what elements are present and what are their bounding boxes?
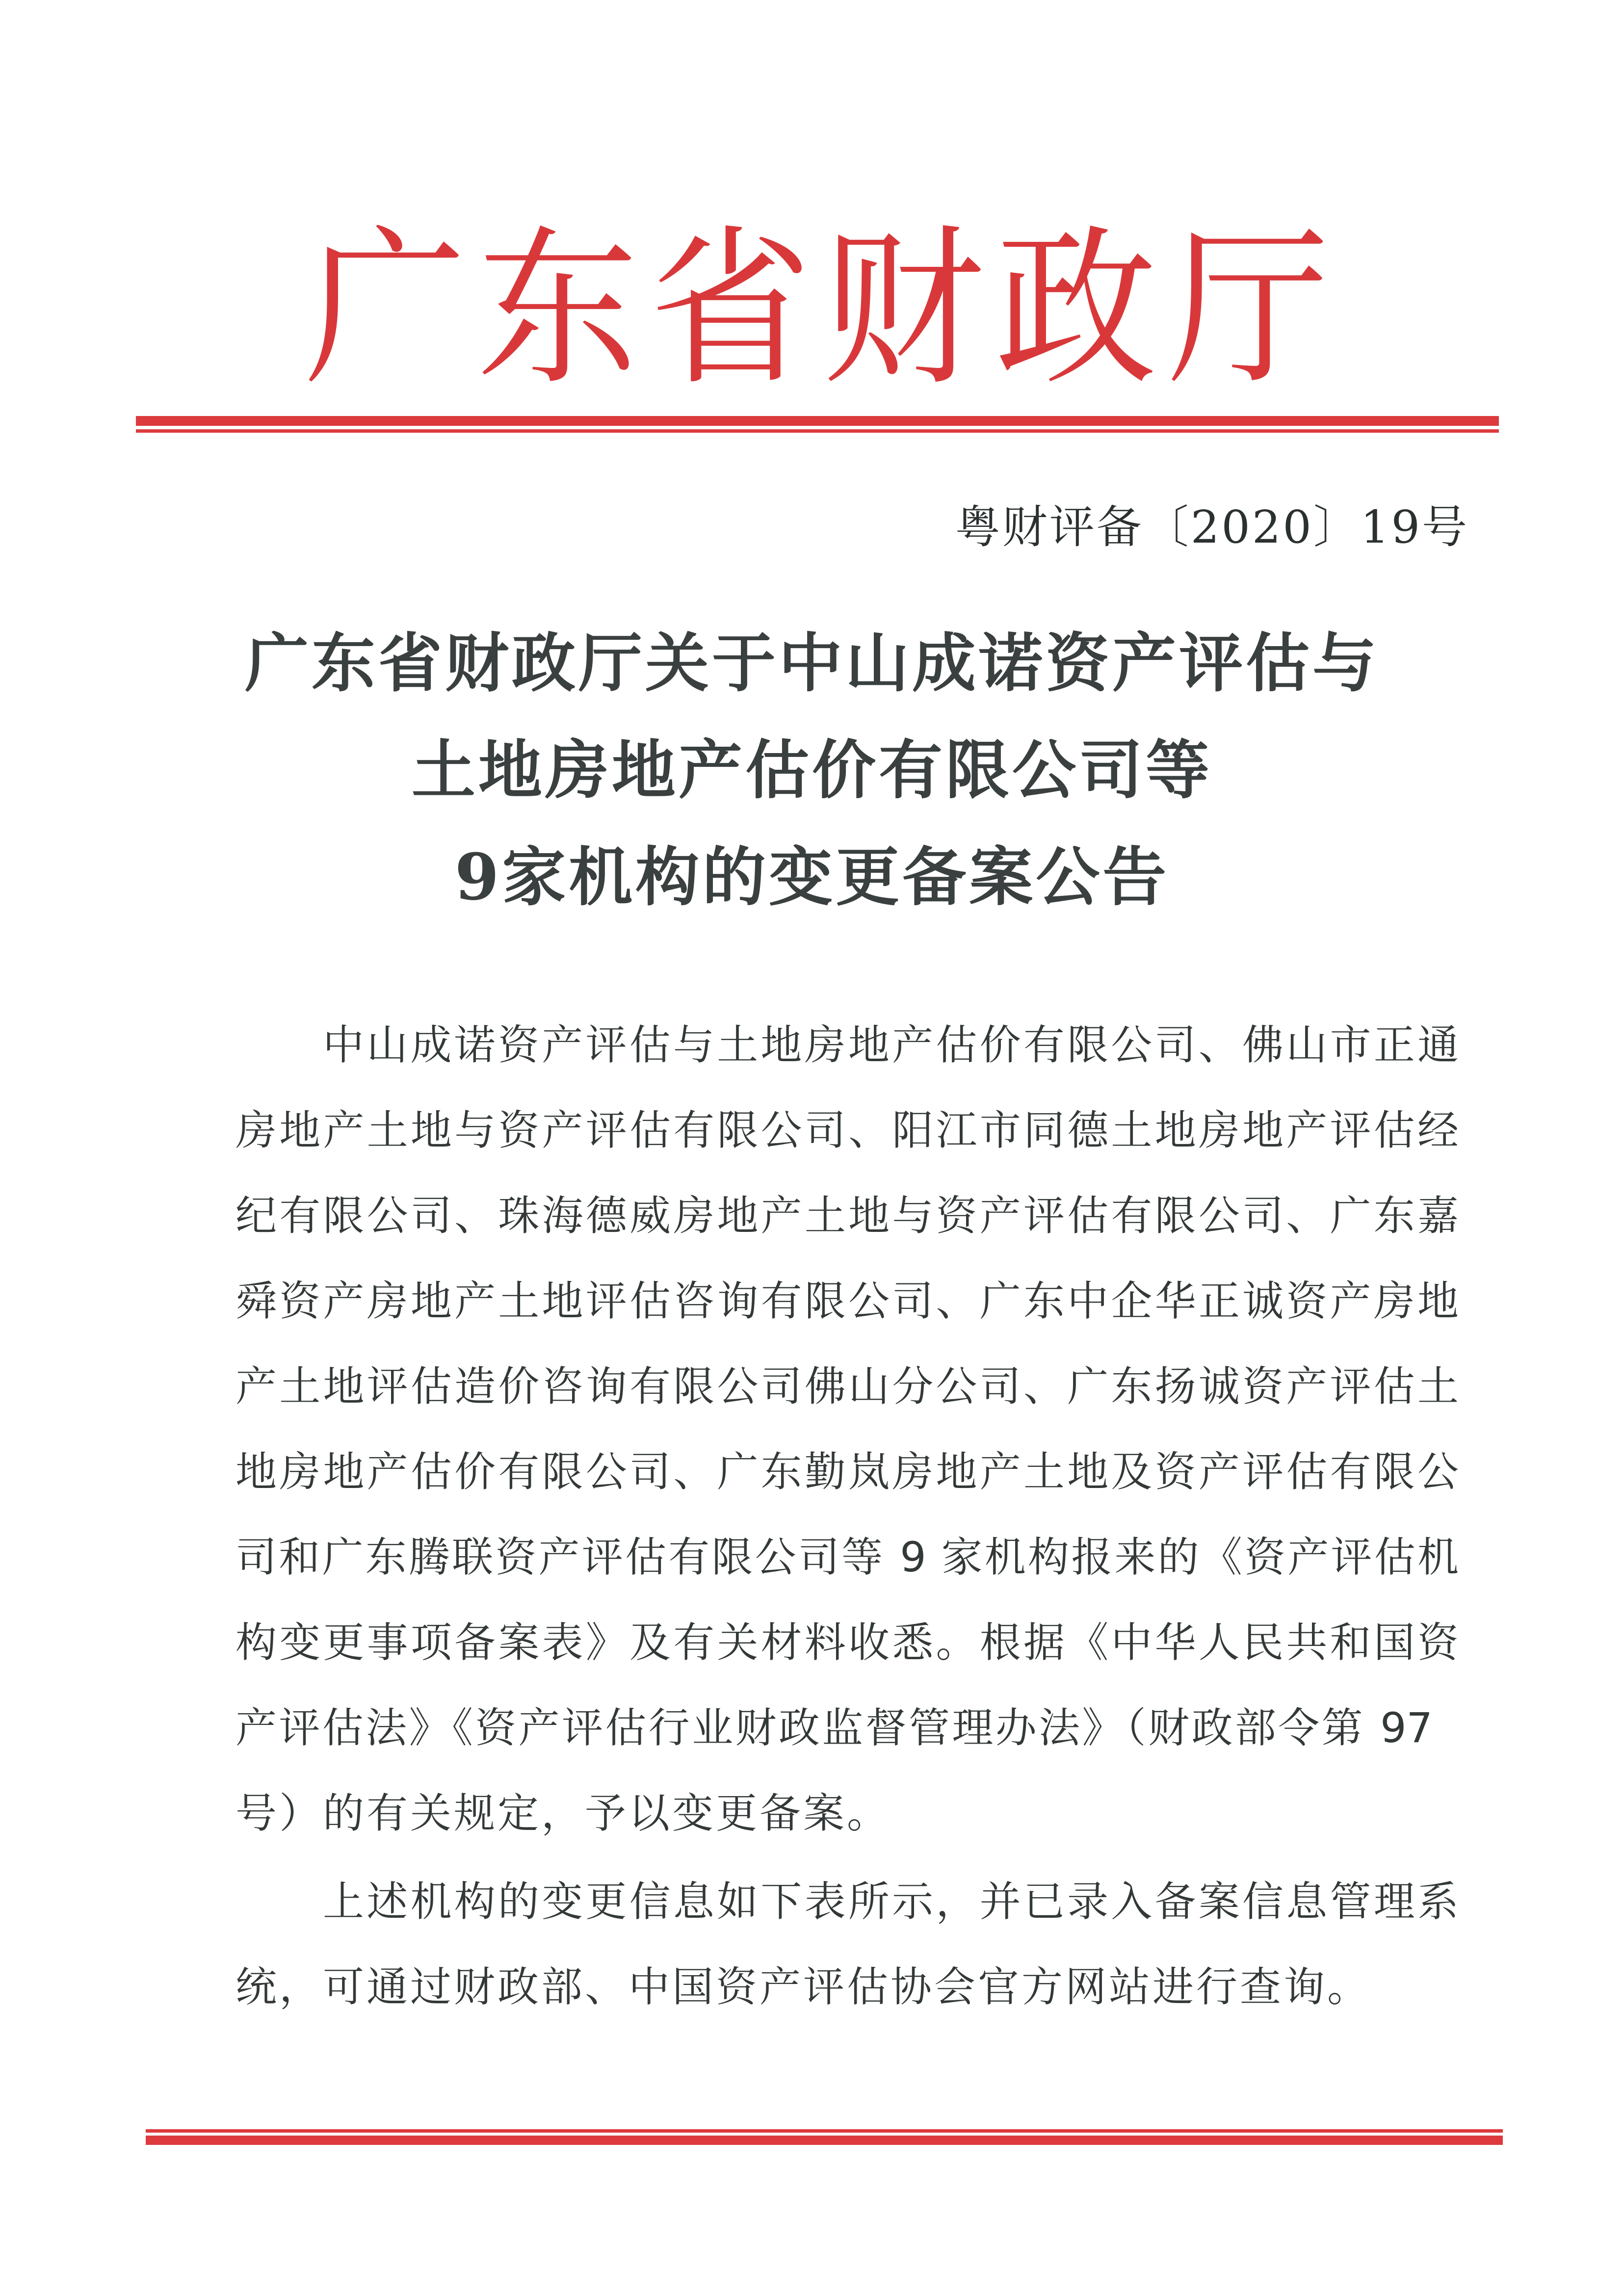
body-line: 上述机构的变更信息如下表所示，并已录入备案信息管理系	[323, 1878, 1459, 1926]
body-line: 纪有限公司、珠海德威房地产土地与资产评估有限公司、广东嘉	[236, 1192, 1459, 1240]
masthead-char: 广	[304, 210, 466, 408]
document-number: 粤财评备〔2020〕19号	[955, 501, 1469, 553]
body-line: 中山成诺资产评估与土地房地产估价有限公司、佛山市正通	[323, 1021, 1459, 1069]
body-line: 号）的有关规定，予以变更备案。	[236, 1789, 891, 1837]
body-line: 产土地评估造价咨询有限公司佛山分公司、广东扬诚资产评估土	[236, 1362, 1459, 1410]
masthead-char: 东	[477, 210, 639, 408]
body-line: 统，可通过财政部、中国资产评估协会官方网站进行查询。	[236, 1963, 1371, 2011]
masthead-char: 厅	[1168, 210, 1330, 408]
document-title-line: 土地房地产估价有限公司等	[411, 732, 1212, 808]
body-line: 司和广东腾联资产评估有限公司等 9 家机构报来的《资产评估机	[236, 1533, 1459, 1581]
footer-rule-thick	[146, 2136, 1503, 2145]
body-line: 产评估法》《资产评估行业财政监督管理办法》（财政部令第 97	[236, 1704, 1433, 1752]
body-line: 房地产土地与资产评估有限公司、阳江市同德土地房地产评估经	[236, 1106, 1459, 1154]
body-line: 构变更事项备案表》及有关材料收悉。根据《中华人民共和国资	[236, 1618, 1459, 1667]
document-title-line: 广东省财政厅关于中山成诺资产评估与	[244, 626, 1379, 701]
footer-rule-thin	[146, 2129, 1503, 2133]
document-title-line: 9家机构的变更备案公告	[454, 839, 1170, 914]
header-rule-thick	[136, 416, 1499, 426]
masthead-char: 财	[822, 210, 984, 408]
masthead-char: 省	[650, 210, 812, 408]
header-rule-thin	[136, 429, 1499, 433]
body-line: 地房地产估价有限公司、广东勤岚房地产土地及资产评估有限公	[236, 1448, 1459, 1496]
masthead-title	[304, 211, 1330, 407]
masthead-char: 政	[995, 210, 1157, 408]
body-line: 舜资产房地产土地评估咨询有限公司、广东中企华正诚资产房地	[236, 1277, 1459, 1325]
